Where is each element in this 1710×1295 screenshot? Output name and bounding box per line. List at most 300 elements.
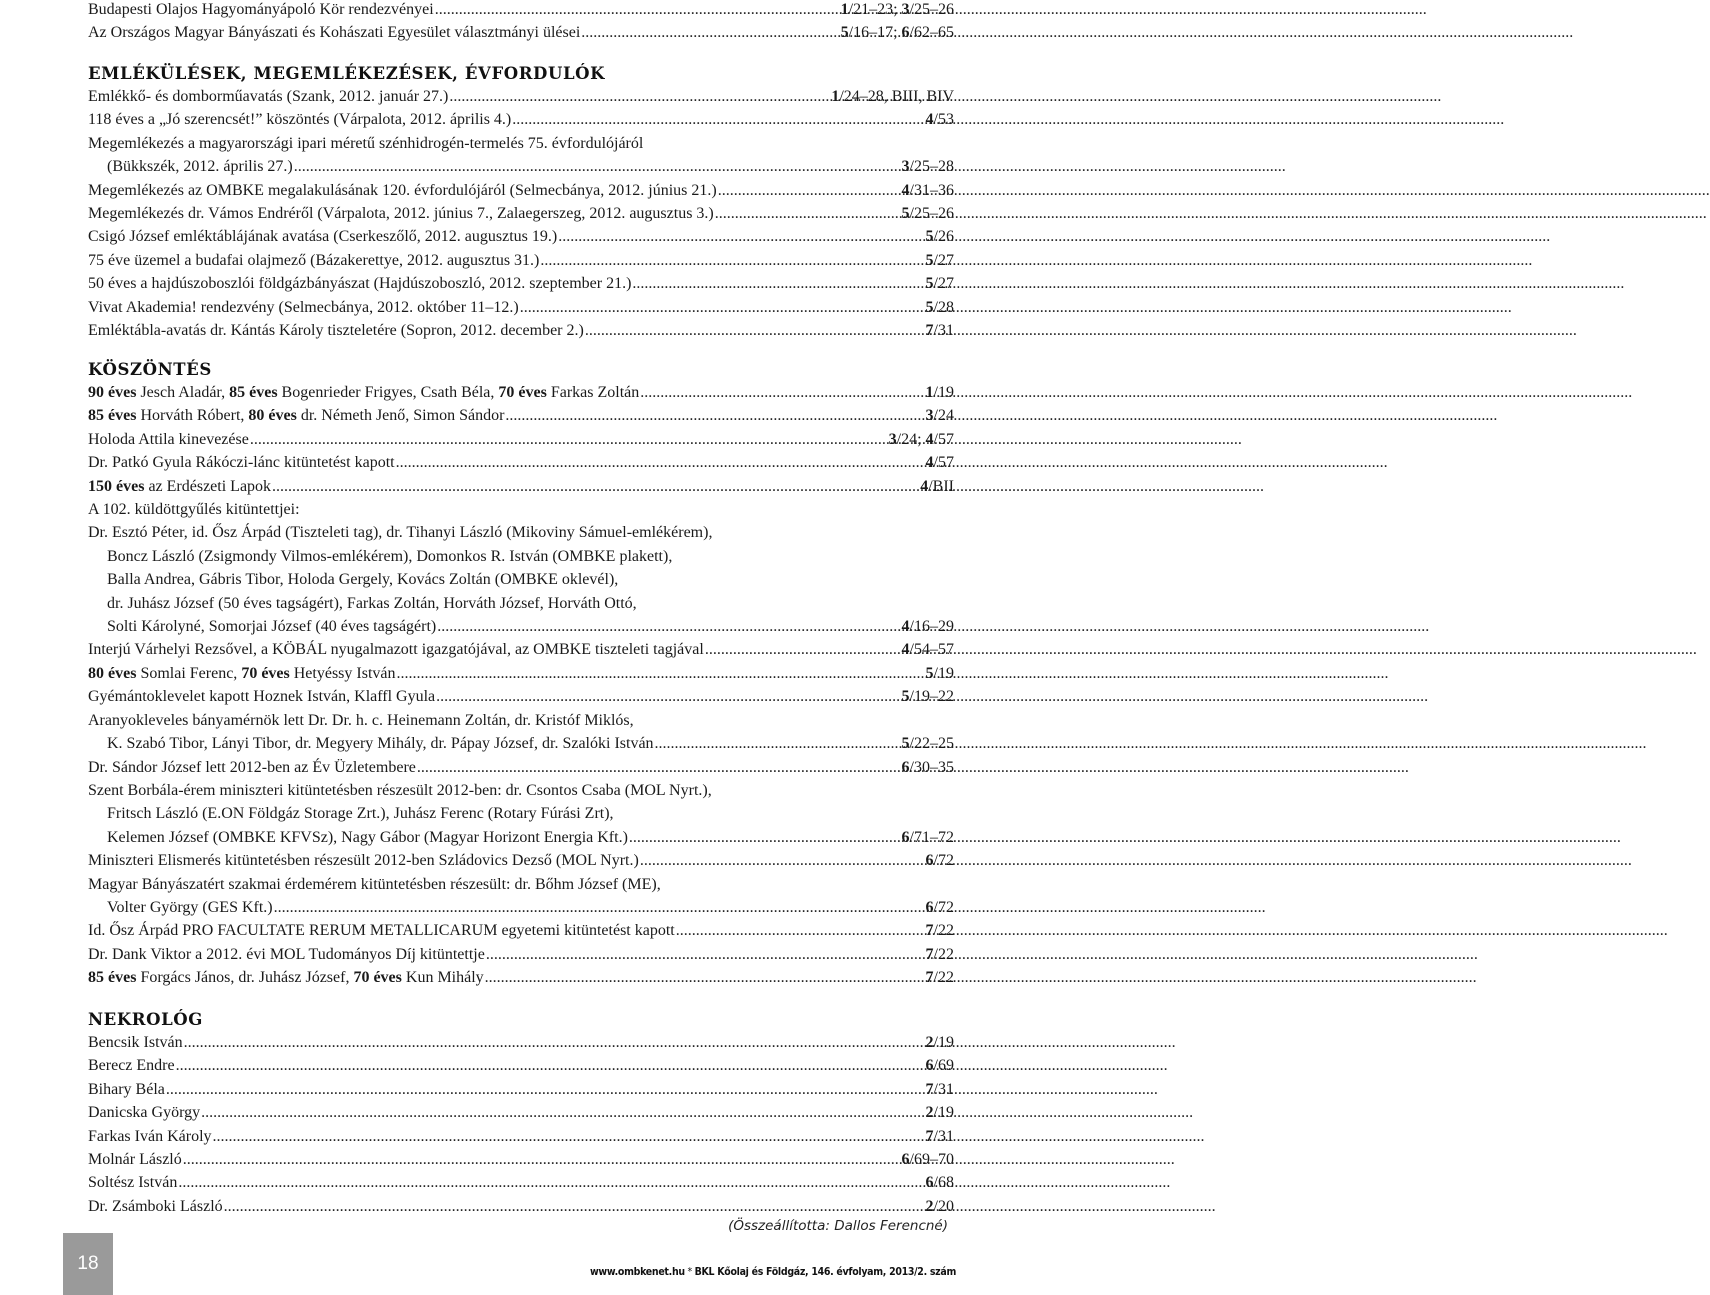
entry-title	[88, 108, 511, 131]
entry-title	[88, 498, 300, 521]
leader-dots	[520, 296, 925, 319]
issue-page-ref	[902, 732, 954, 755]
page-range: /BII	[928, 477, 954, 495]
index-entry	[88, 943, 954, 966]
page-range: /21–23;	[848, 1, 902, 18]
entry-text: Kelemen József (OMBKE KFVSz), Nagy Gábor (Magyar Horizont Energia Kft.)	[107, 828, 628, 846]
footer-site: www.ombkenet.hu	[590, 1266, 685, 1278]
issue-number: 5	[925, 664, 934, 682]
page-range: /30–35	[909, 758, 954, 776]
age-label: 90 éves	[88, 384, 137, 401]
entry-title	[88, 1195, 223, 1218]
issue-page-ref	[926, 919, 954, 942]
issue-page-ref	[926, 1171, 954, 1194]
issue-number: 6	[925, 1174, 934, 1192]
issue-page-ref	[926, 849, 954, 872]
entry-title	[88, 451, 395, 474]
leader-dots	[705, 638, 901, 661]
leader-dots	[540, 249, 924, 272]
entry-text: 118 éves a „Jó szerencsét!” köszöntés (Várpalota, 2012. április 4.)	[88, 111, 512, 129]
issue-number: 7	[925, 1127, 934, 1145]
issue-number: 2	[925, 1104, 934, 1122]
leader-dots	[640, 849, 925, 872]
issue-number: 3	[888, 430, 897, 448]
issue-page-ref	[902, 155, 954, 178]
entry-text: az Erdészeti Lapok	[144, 477, 272, 495]
index-entry	[88, 381, 954, 404]
issue-page-ref	[926, 1195, 954, 1218]
section-general	[88, 0, 954, 45]
entry-title	[88, 404, 504, 427]
age-label: 80 éves	[88, 664, 137, 682]
index-entry	[88, 873, 954, 896]
issue-page-ref	[902, 685, 954, 708]
entry-title	[107, 545, 672, 568]
entry-title	[88, 685, 435, 708]
issue-number: 7	[925, 945, 934, 963]
page-range: /24–28, BIII, BIV	[839, 88, 954, 105]
index-entry	[88, 685, 954, 708]
entry-text: Hetyéssy István	[289, 664, 396, 682]
page-range: /19–22	[909, 688, 954, 706]
entry-title	[88, 85, 448, 108]
age-label: 70 éves	[498, 384, 547, 401]
index-entry	[88, 225, 954, 248]
entry-text: Aranyokleveles bányamérnök lett Dr. Dr. h. c. Heinemann Zoltán, dr. Kristóf Miklós,	[88, 711, 634, 729]
entry-title	[88, 1148, 182, 1171]
page-range: /19	[933, 384, 954, 401]
issue-number: 6	[925, 1057, 934, 1075]
entry-title	[88, 0, 434, 21]
entry-text: Horváth Róbert,	[136, 407, 249, 425]
entry-title	[88, 638, 704, 661]
issue-number: 5	[925, 251, 934, 269]
section-heading-emlekulesek: EMLÉKÜLÉSEK, MEGEMLÉKEZÉSEK, ÉVFORDULÓK	[88, 64, 606, 83]
leader-dots	[512, 108, 924, 131]
issue-number: 4	[925, 111, 934, 129]
entry-text: Dr. Sándor József lett 2012-ben az Év Üzletembere	[88, 758, 416, 776]
leader-dots	[505, 404, 924, 427]
issue-page-ref	[902, 1148, 954, 1171]
entry-text: Fritsch László (E.ON Földgáz Storage Zrt.), Juhász Ferenc (Rotary Fúrási Zrt),	[107, 805, 614, 823]
entry-title	[88, 521, 712, 544]
page-range: /19	[933, 1104, 954, 1122]
entry-title	[88, 849, 639, 872]
issue-page-ref	[926, 319, 954, 342]
entry-title	[88, 272, 631, 295]
index-entry	[88, 1125, 954, 1148]
issue-number: 1	[925, 384, 934, 401]
issue-page-ref	[902, 756, 954, 779]
page-number-box	[63, 1233, 113, 1295]
leader-dots	[272, 475, 919, 498]
section-emlekulesek	[88, 85, 954, 342]
index-entry	[88, 132, 954, 155]
issue-number: 4	[925, 454, 934, 472]
page-range: /24	[933, 407, 954, 425]
leader-dots	[581, 21, 839, 44]
section-nekrolog	[88, 1031, 954, 1218]
page-range: /28	[933, 298, 954, 316]
page-range: /69–70	[909, 1151, 954, 1169]
issue-page-ref	[926, 896, 954, 919]
entry-title	[88, 756, 416, 779]
entry-title	[107, 826, 628, 849]
entry-title	[88, 919, 675, 942]
issue-page-ref	[902, 179, 954, 202]
entry-text: Csigó József emléktáblájának avatása (Cserkeszőlő, 2012. augusztus 19.)	[88, 228, 558, 246]
index-entry	[88, 919, 954, 942]
entry-title	[107, 732, 654, 755]
page-range: /54–57	[909, 641, 954, 659]
leader-dots	[250, 428, 888, 451]
issue-page-ref	[926, 381, 954, 404]
issue-page-ref	[926, 296, 954, 319]
leader-dots	[213, 1125, 925, 1148]
issue-number: 5	[901, 688, 910, 706]
entry-title	[88, 319, 584, 342]
leader-dots	[183, 1148, 901, 1171]
issue-number: 6	[901, 758, 910, 776]
issue-number: 4	[920, 477, 929, 495]
page-range: /22	[933, 945, 954, 963]
entry-title	[88, 428, 249, 451]
page-range: /24;	[896, 430, 926, 448]
page-range: /31	[933, 1080, 954, 1098]
issue-number: 1	[831, 88, 840, 105]
entry-text: Id. Ősz Árpád PRO FACULTATE RERUM METALLICARUM egyetemi kitüntetést kapott	[88, 922, 675, 940]
issue-page-ref	[926, 662, 954, 685]
issue-number: 7	[925, 922, 934, 940]
issue-number: 5	[925, 228, 934, 246]
issue-number: 1	[840, 1, 849, 18]
entry-text: Forgács János, dr. Juhász József,	[136, 969, 354, 987]
index-entry	[88, 521, 954, 544]
issue-number: 5	[925, 275, 934, 293]
entry-title	[107, 155, 293, 178]
entry-text: Solti Károlyné, Somorjai József (40 éves tagságért)	[107, 618, 437, 636]
page-range: /19	[933, 1034, 954, 1051]
entry-title	[88, 249, 539, 272]
issue-number: 3	[901, 1, 910, 18]
entry-text: Farkas Iván Károly	[88, 1127, 212, 1145]
page-range: /16–17;	[848, 24, 902, 42]
page-range: /26	[933, 228, 954, 246]
issue-number: 4	[901, 181, 910, 199]
issue-page-ref	[926, 1101, 954, 1124]
issue-page-ref	[902, 638, 954, 661]
entry-title	[88, 132, 643, 155]
leader-dots	[435, 0, 840, 21]
entry-text: Megemlékezés dr. Vámos Endréről (Várpalota, 2012. június 7., Zalaegerszeg, 2012. augusztus 3.)	[88, 205, 714, 223]
leader-dots	[436, 685, 900, 708]
index-entry	[88, 638, 954, 661]
issue-page-ref	[926, 1078, 954, 1101]
page-range: /57	[933, 454, 954, 472]
page-range: /27	[933, 275, 954, 293]
entry-title	[88, 1101, 200, 1124]
entry-text: Vivat Akademia! rendezvény (Selmecbánya, 2012. október 11–12.)	[88, 298, 519, 316]
issue-number: 6	[901, 1151, 910, 1169]
entry-text: Somlai Ferenc,	[136, 664, 242, 682]
entry-text: Megemlékezés az OMBKE megalakulásának 120. évfordulójáról (Selmecbánya, 2012. június 21.)	[88, 181, 717, 199]
index-entry	[88, 545, 954, 568]
section-koszontes	[88, 381, 954, 990]
issue-number: 6	[925, 898, 934, 916]
entry-title	[88, 662, 396, 685]
index-entry	[88, 155, 954, 178]
leader-dots	[201, 1101, 924, 1124]
index-entry	[88, 85, 954, 108]
entry-title	[88, 966, 484, 989]
issue-page-ref	[926, 1031, 954, 1054]
entry-text: Bihary Béla	[88, 1080, 165, 1098]
leader-dots	[274, 896, 925, 919]
leader-dots	[396, 451, 925, 474]
entry-text: Emlékkő- és domborműavatás (Szank, 2012. január 27.)	[88, 88, 449, 105]
entry-text: Budapesti Olajos Hagyományápoló Kör rendezvényei	[88, 1, 434, 18]
entry-title	[88, 202, 714, 225]
leader-dots	[718, 179, 901, 202]
entry-text: Dr. Esztó Péter, id. Ősz Árpád (Tiszteleti tag), dr. Tihanyi László (Mikoviny Sámuel-emlékérem),	[88, 524, 713, 542]
entry-title	[88, 475, 271, 498]
leader-dots	[655, 732, 901, 755]
issue-number: 4	[925, 430, 934, 448]
issue-page-ref	[926, 404, 954, 427]
issue-page-ref	[920, 475, 954, 498]
age-label: 85 éves	[88, 407, 137, 425]
leader-dots	[485, 966, 925, 989]
section-heading-koszontes: KÖSZÖNTÉS	[88, 360, 212, 379]
page-range: /25–26	[909, 1, 954, 18]
entry-text: K. Szabó Tibor, Lányi Tibor, dr. Megyery Mihály, dr. Pápay József, dr. Szalóki István	[107, 735, 654, 753]
index-entry	[88, 568, 954, 591]
issue-page-ref	[926, 249, 954, 272]
age-label: 150 éves	[88, 477, 145, 495]
entry-text: Boncz László (Zsigmondy Vilmos-emlékérem), Domonkos R. István (OMBKE plakett),	[107, 547, 673, 565]
index-entry	[88, 1195, 954, 1218]
issue-page-ref	[902, 826, 954, 849]
entry-title	[107, 592, 637, 615]
leader-dots	[629, 826, 901, 849]
entry-title	[88, 709, 634, 732]
entry-title	[88, 381, 639, 404]
issue-page-ref	[841, 0, 954, 21]
index-entry	[88, 319, 954, 342]
index-entry	[88, 451, 954, 474]
index-entry	[88, 615, 954, 638]
leader-dots	[715, 202, 901, 225]
issue-page-ref	[926, 451, 954, 474]
age-label: 85 éves	[229, 384, 278, 401]
issue-number: 4	[901, 641, 910, 659]
issue-page-ref	[889, 428, 954, 451]
issue-number: 3	[901, 158, 910, 176]
entry-text: Gyémántoklevelet kapott Hoznek István, Klaffl Gyula	[88, 688, 436, 706]
page-range: /71–72	[909, 828, 954, 846]
entry-title	[88, 21, 580, 44]
issue-number: 5	[840, 24, 849, 42]
issue-page-ref	[926, 1125, 954, 1148]
entry-text: Kun Mihály	[401, 969, 484, 987]
index-entry	[88, 1101, 954, 1124]
entry-text: dr. Németh Jenő, Simon Sándor	[296, 407, 505, 425]
page-range: /22–25	[909, 735, 954, 753]
entry-text: Danicska György	[88, 1104, 201, 1122]
leader-dots	[632, 272, 924, 295]
journal-footer	[590, 1266, 956, 1278]
issue-number: 6	[901, 24, 910, 42]
entry-text: Magyar Bányászatért szakmai érdemérem kitüntetésben részesült: dr. Bőhm József (ME),	[88, 875, 661, 893]
issue-page-ref	[831, 85, 954, 108]
leader-dots	[397, 662, 925, 685]
index-entry	[88, 1054, 954, 1077]
issue-page-ref	[841, 21, 954, 44]
index-entry	[88, 296, 954, 319]
entry-text: Bogenrieder Frigyes, Csath Béla,	[277, 384, 499, 401]
page-range: /72	[933, 898, 954, 916]
page-range: /25–28	[909, 158, 954, 176]
issue-number: 4	[901, 618, 910, 636]
entry-text: Holoda Attila kinevezése	[88, 430, 249, 448]
entry-title	[107, 896, 273, 919]
issue-page-ref	[926, 108, 954, 131]
leader-dots	[166, 1078, 925, 1101]
index-entry	[88, 1171, 954, 1194]
age-label: 85 éves	[88, 969, 137, 987]
index-entry	[88, 756, 954, 779]
page-number: 18	[77, 1253, 99, 1274]
index-entry	[88, 592, 954, 615]
page-range: /31–36	[909, 181, 954, 199]
entry-title	[107, 568, 618, 591]
page-range: /16–29	[909, 618, 954, 636]
index-entry	[88, 732, 954, 755]
page-range: /72	[933, 852, 954, 870]
index-entry	[88, 475, 954, 498]
index-entry	[88, 966, 954, 989]
entry-text: Volter György (GES Kft.)	[107, 898, 273, 916]
entry-title	[88, 1078, 165, 1101]
page-range: /69	[933, 1057, 954, 1075]
page-range: /20	[933, 1197, 954, 1215]
entry-title	[107, 615, 436, 638]
issue-number: 6	[925, 852, 934, 870]
index-entry	[88, 779, 954, 802]
leader-dots	[178, 1171, 924, 1194]
entry-text: Bencsik István	[88, 1034, 183, 1051]
index-entry	[88, 202, 954, 225]
leader-dots	[676, 919, 925, 942]
issue-page-ref	[926, 1054, 954, 1077]
page-range: /57	[933, 430, 954, 448]
issue-number: 5	[901, 735, 910, 753]
index-entry	[88, 826, 954, 849]
entry-text: Dr. Dank Viktor a 2012. évi MOL Tudományos Díj kitüntettje	[88, 945, 485, 963]
issue-page-ref	[926, 272, 954, 295]
age-label: 80 éves	[248, 407, 297, 425]
issue-number: 2	[925, 1197, 934, 1215]
entry-text: Szent Borbála-érem miniszteri kitüntetésben részesült 2012-ben: dr. Csontos Csaba (MOL Nyrt.),	[88, 781, 712, 799]
issue-page-ref	[902, 615, 954, 638]
index-entry	[88, 428, 954, 451]
index-entry	[88, 21, 954, 44]
leader-dots	[558, 225, 924, 248]
issue-page-ref	[926, 943, 954, 966]
entry-title	[88, 873, 661, 896]
index-entry	[88, 272, 954, 295]
index-entry	[88, 849, 954, 872]
page-range: /25–26	[909, 205, 954, 223]
entry-title	[107, 802, 614, 825]
page-range: /68	[933, 1174, 954, 1192]
index-entry	[88, 802, 954, 825]
entry-title	[88, 225, 557, 248]
entry-title	[88, 1031, 183, 1054]
issue-number: 7	[925, 1080, 934, 1098]
index-entry	[88, 498, 954, 521]
index-entry	[88, 108, 954, 131]
index-entry	[88, 179, 954, 202]
index-entry	[88, 1148, 954, 1171]
index-entry	[88, 896, 954, 919]
compiler-credit: (Összeállította: Dallos Ferencné)	[728, 1218, 948, 1234]
entry-text: Molnár László	[88, 1151, 182, 1169]
entry-text: Megemlékezés a magyarországi ipari méretű szénhidrogén-termelés 75. évfordulójáról	[88, 134, 644, 152]
entry-title	[88, 1054, 175, 1077]
entry-text: dr. Juhász József (50 éves tagságért), Farkas Zoltán, Horváth József, Horváth Ottó,	[107, 594, 637, 612]
leader-dots	[417, 756, 901, 779]
leader-dots	[437, 615, 900, 638]
entry-text: Interjú Várhelyi Rezsővel, a KÖBÁL nyugalmazott igazgatójával, az OMBKE tiszteleti tagjával	[88, 641, 704, 659]
index-entry	[88, 709, 954, 732]
entry-text: Soltész István	[88, 1174, 178, 1192]
index-entry	[88, 1031, 954, 1054]
issue-number: 3	[925, 407, 934, 425]
issue-page-ref	[926, 966, 954, 989]
leader-dots	[640, 381, 924, 404]
entry-title	[88, 1125, 212, 1148]
age-label: 70 éves	[353, 969, 402, 987]
page-range: /53	[933, 111, 954, 129]
index-entry	[88, 404, 954, 427]
leader-dots	[449, 85, 830, 108]
issue-number: 5	[901, 205, 910, 223]
entry-text: Balla Andrea, Gábris Tibor, Holoda Gergely, Kovács Zoltán (OMBKE oklevél),	[107, 571, 619, 589]
page-range: /22	[933, 922, 954, 940]
leader-dots	[176, 1054, 925, 1077]
page-range: /31	[933, 1127, 954, 1145]
entry-text: Miniszteri Elismerés kitüntetésben részesült 2012-ben Szládovics Dezső (MOL Nyrt.)	[88, 852, 639, 870]
leader-dots	[184, 1031, 925, 1054]
entry-title	[88, 1171, 177, 1194]
entry-text: (Bükkszék, 2012. április 27.)	[107, 158, 293, 176]
issue-number: 2	[925, 1034, 934, 1051]
issue-page-ref	[926, 225, 954, 248]
entry-title	[88, 779, 712, 802]
entry-title	[88, 296, 519, 319]
issue-number: 7	[925, 322, 934, 340]
section-heading-nekrolog: NEKROLÓG	[88, 1010, 203, 1029]
page-range: /27	[933, 251, 954, 269]
footer-separator: *	[684, 1266, 695, 1278]
entry-text: Az Országos Magyar Bányászati és Kohászati Egyesület választmányi ülései	[88, 24, 581, 42]
index-entry	[88, 0, 954, 21]
page-range: /31	[933, 322, 954, 340]
age-label: 70 éves	[241, 664, 290, 682]
leader-dots	[486, 943, 925, 966]
page-range: /62–65	[909, 24, 954, 42]
